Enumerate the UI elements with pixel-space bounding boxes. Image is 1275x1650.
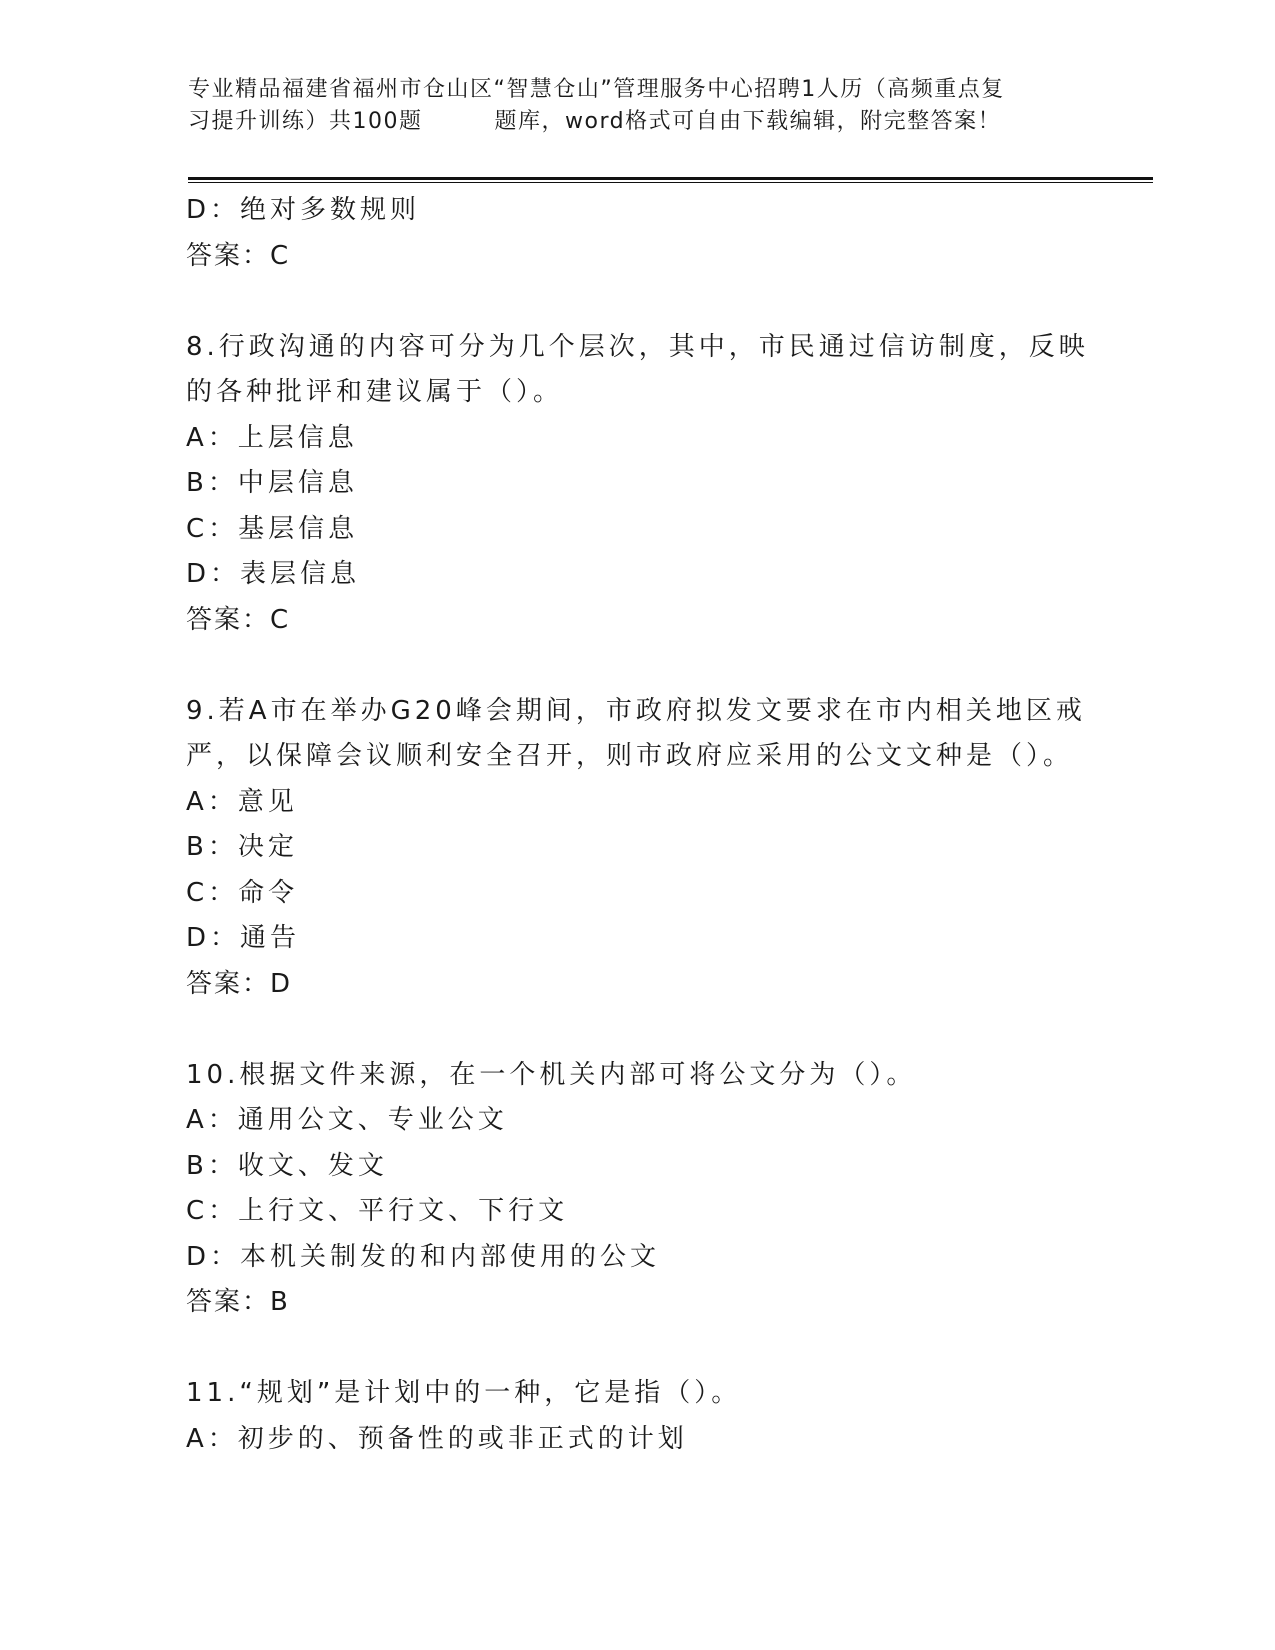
option-a: A：初步的、预备性的或非正式的计划 — [186, 1423, 688, 1454]
option-c: C：基层信息 — [186, 513, 359, 544]
option-a: A：上层信息 — [186, 422, 358, 453]
question-text-continued: 严，以保障会议顺利安全召开，则市政府应采用的公文文种是（）。 — [186, 741, 1074, 771]
answer-line: 答案：B — [186, 1287, 290, 1317]
page-header — [188, 74, 1088, 138]
question-10 — [186, 1053, 1086, 1326]
option-b: B：决定 — [186, 832, 298, 862]
question-text: 8.行政沟通的内容可分为几个层次，其中，市民通过信访制度，反映 — [186, 331, 1089, 362]
header-title-line2-part2: 题库，word格式可自由下载编辑，附完整答案！ — [494, 109, 1002, 134]
option-d: D：通告 — [186, 923, 301, 953]
option-b: B：收文、发文 — [186, 1150, 388, 1181]
header-title-line2-part1: 习提升训练）共100题 — [188, 109, 423, 134]
question-11 — [186, 1371, 1086, 1462]
answer-line: 答案：C — [186, 604, 291, 635]
question-text: 10.根据文件来源，在一个机关内部可将公文分为（）。 — [186, 1059, 917, 1090]
question-text: 9.若A市在举办G20峰会期间，市政府拟发文要求在市内相关地区戒 — [186, 695, 1086, 726]
option-d: D：本机关制发的和内部使用的公文 — [186, 1241, 661, 1272]
header-title-line2 — [188, 106, 1088, 138]
header-divider-thin — [188, 182, 1153, 183]
answer-line: 答案：C — [186, 240, 291, 271]
option-b: B：中层信息 — [186, 468, 358, 498]
option-d: D：绝对多数规则 — [186, 195, 421, 225]
option-c: C：命令 — [186, 877, 299, 908]
question-8 — [186, 325, 1089, 644]
header-title-line1: 专业精品福建省福州市仓山区“智慧仓山”管理服务中心招聘1人历（高频重点复 — [188, 77, 1005, 102]
answer-line: 答案：D — [186, 968, 293, 999]
question-content — [186, 188, 1089, 1462]
option-a: A：意见 — [186, 786, 298, 817]
option-a: A：通用公文、专业公文 — [186, 1105, 508, 1135]
question-text: 11.“规划”是计划中的一种，它是指（）。 — [186, 1378, 742, 1408]
option-c: C：上行文、平行文、下行文 — [186, 1196, 569, 1226]
option-d: D：表层信息 — [186, 559, 361, 589]
question-9 — [186, 689, 1086, 1008]
question-text-continued: 的各种批评和建议属于（）。 — [186, 377, 564, 407]
header-divider-thick — [188, 177, 1153, 180]
